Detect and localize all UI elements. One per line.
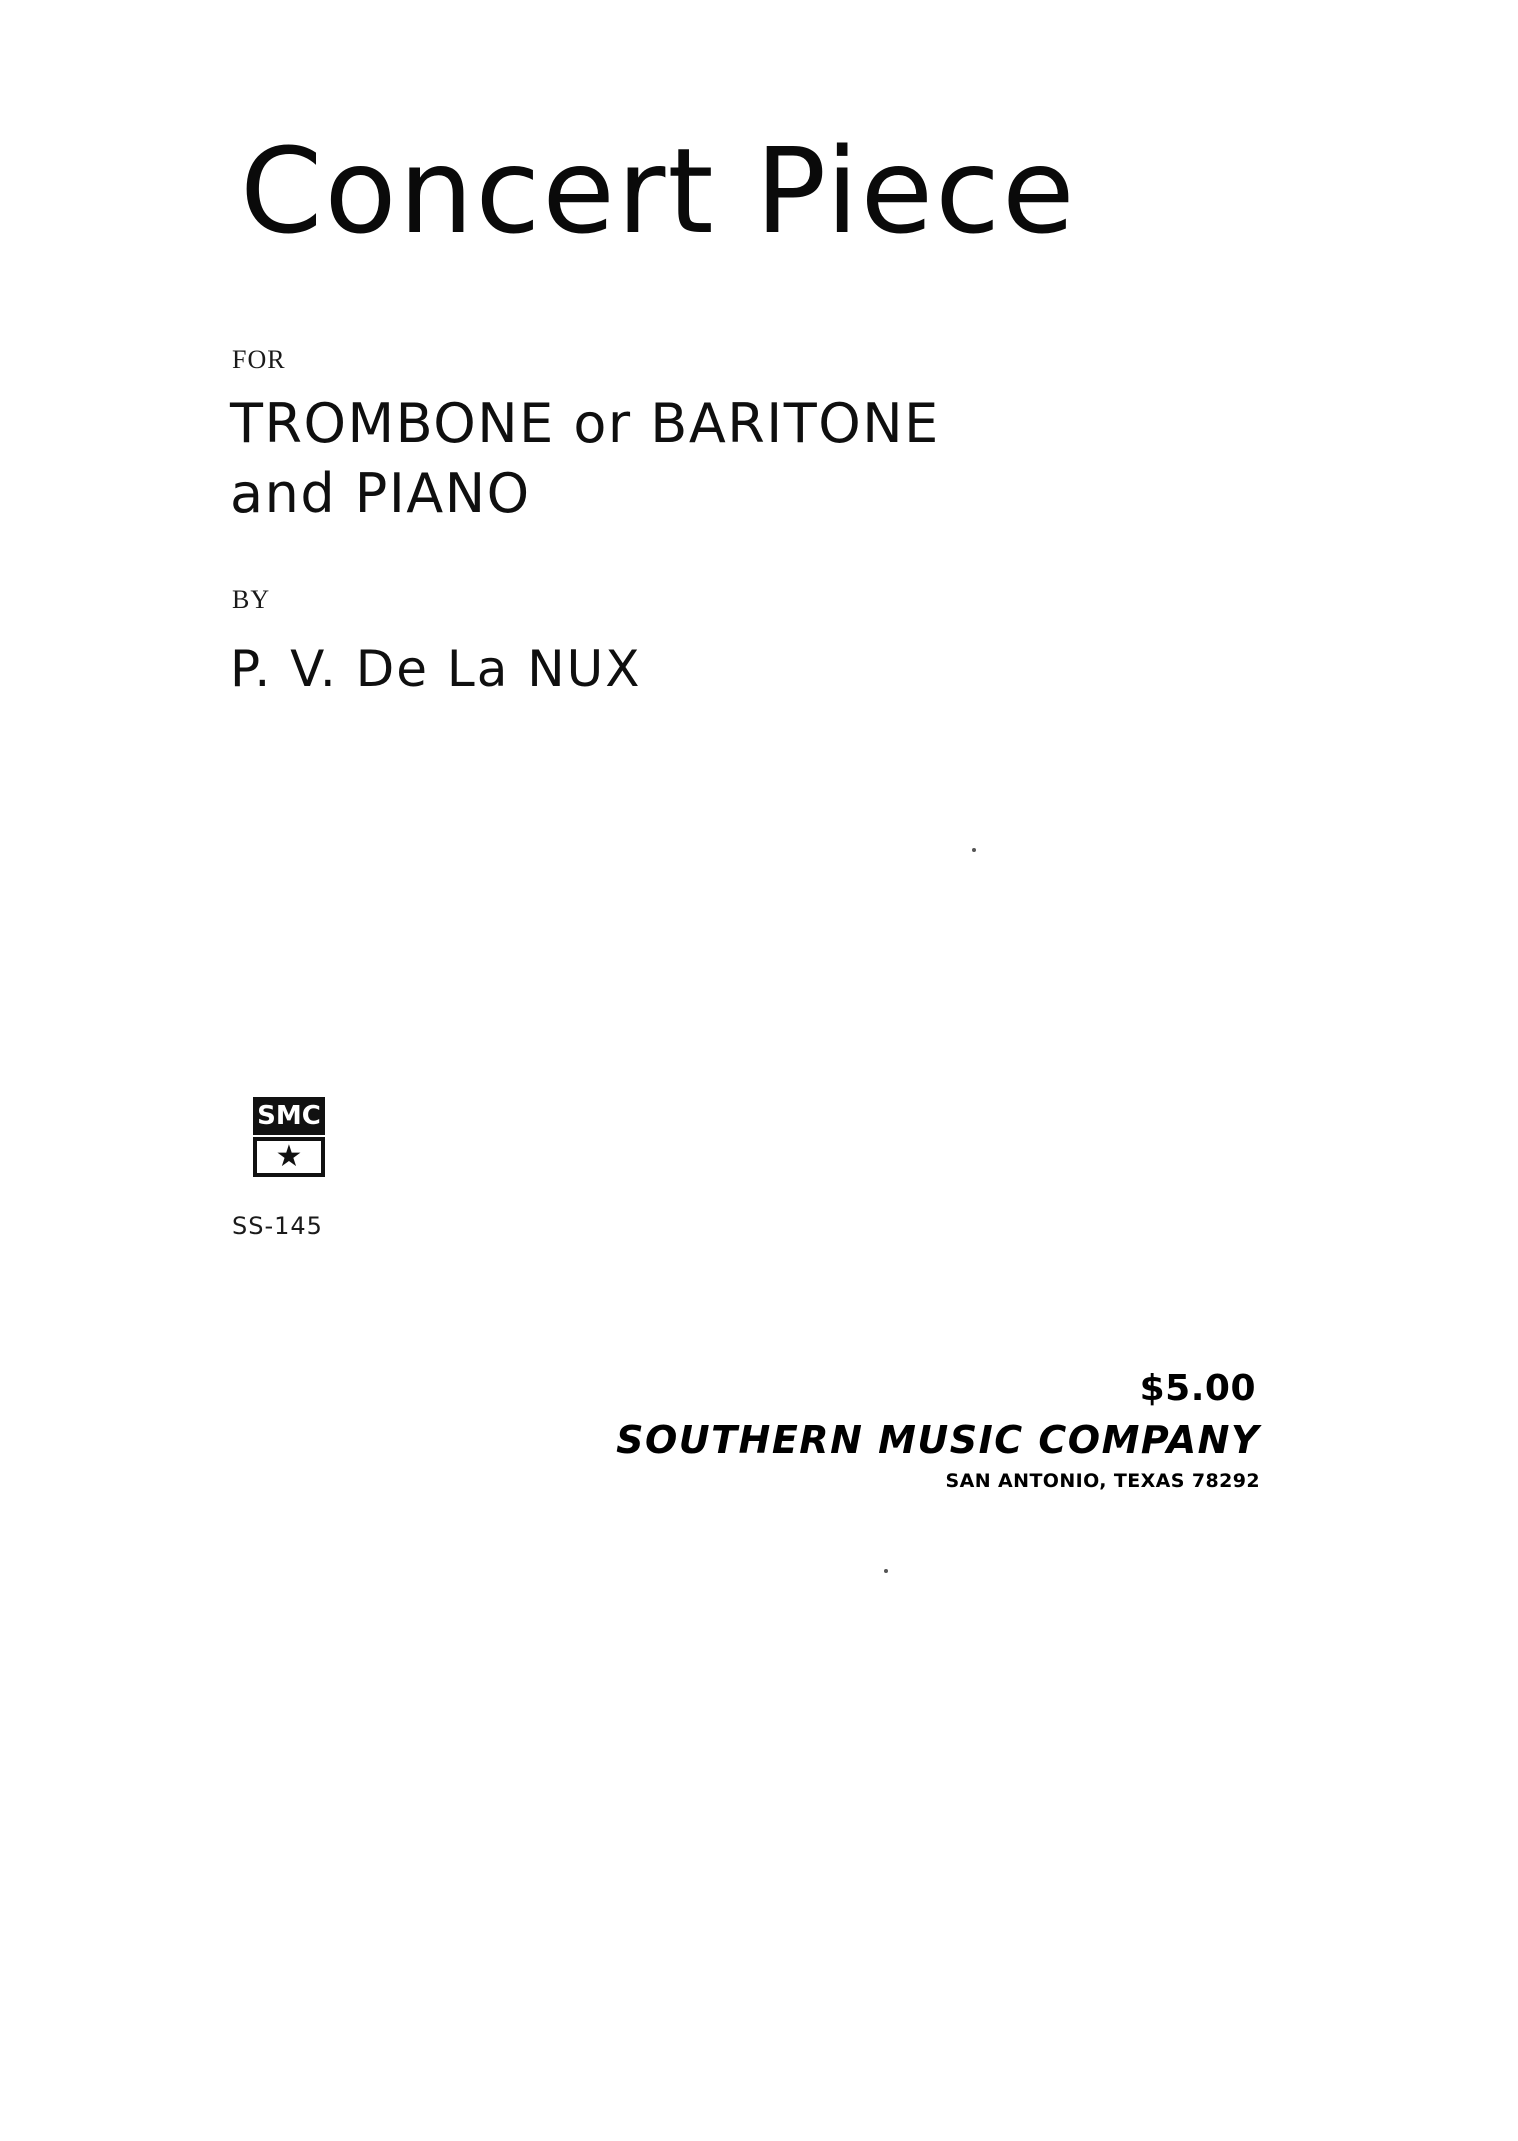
by-label: BY xyxy=(232,585,271,614)
publisher-logo xyxy=(253,1097,325,1177)
logo-wordmark-block xyxy=(253,1097,325,1135)
logo-wordmark-text: SMC xyxy=(257,1101,321,1131)
scan-speck xyxy=(884,1569,888,1573)
publisher-address: SAN ANTONIO, TEXAS 78292 xyxy=(945,1470,1260,1492)
logo-star-block xyxy=(253,1137,325,1177)
instrumentation-line-2: and PIANO xyxy=(230,462,531,525)
catalog-number: SS-145 xyxy=(232,1212,323,1240)
composer-name: P. V. De La NUX xyxy=(230,640,642,698)
instrumentation-line-1: TROMBONE or BARITONE xyxy=(230,392,940,455)
page-title: Concert Piece xyxy=(240,122,1077,260)
price-label: $5.00 xyxy=(1139,1368,1256,1409)
publisher-name: SOUTHERN MUSIC COMPANY xyxy=(616,1418,1260,1462)
for-label: FOR xyxy=(232,345,286,374)
star-icon: ★ xyxy=(275,1140,303,1173)
scan-speck xyxy=(972,848,976,852)
